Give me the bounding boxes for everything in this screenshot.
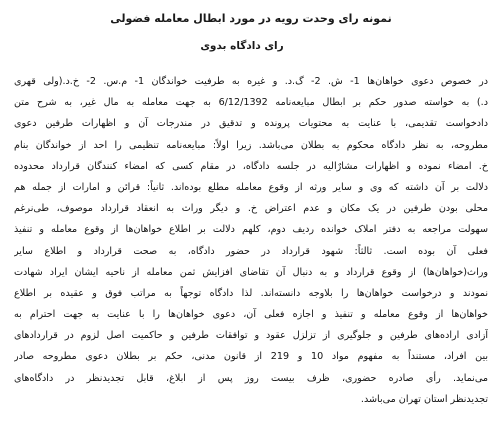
paragraph-line: مطروحه، به نظر دادگاه محکوم به بطلان می‌باشد. زیرا اولاً: مبایعه‌نامه تنظیمی را احد از خواندگان بنام xyxy=(14,139,488,151)
paragraph-line: بین افراد، مستنداً به مفهوم مواد 10 و 219 از قانون مدنی، حکم بر بطلان دعوی مطروحه صادر xyxy=(14,351,488,363)
paragraph-line: خواهان‌ها از وقوع معامله و تنفیذ و اجازه فعلی آن، دعوی خواهان‌ها را با عنایت به جهت احترام به xyxy=(14,309,488,321)
document-body xyxy=(14,71,488,410)
paragraph-line: وراث(خواهان‌ها) از وقوع قرارداد و به دنبال آن تقاضای افزایش ثمن معامله از ناحیه ایشان ایراد شهادت xyxy=(14,266,488,278)
paragraph-line: فعلی آن بوده است. ثالثاً: شهود قرارداد در حضور دادگاه، به صحت قرارداد و اطلاع سایر xyxy=(14,245,488,257)
paragraph-line: خ. امضاء نموده و اظهارات مشارٌالیه در جلسه دادگاه، در مقام کسی که امضاء کنندگان قرارداد محدوده xyxy=(14,160,488,172)
paragraph-line: محلی بودن طرفین در یک مکان و عدم اعتراض خ. و دیگر وراث به انعقاد قرارداد موصوف، طی‌نرغم xyxy=(14,203,488,215)
paragraph-line: آزادی اراده‌های طرفین و جلوگیری از تزلزل عقود و توافقات طرفین و حاکمیت اصل لزوم در قراردادهای xyxy=(14,330,488,342)
paragraph-line: می‌نماید. رأی صادره حضوری، ظرف بیست روز پس از ابلاغ، قابل تجدیدنظر در دادگاه‌های xyxy=(14,372,488,384)
paragraph-line: دادخواست تقدیمی، با عنایت به محتویات پرونده و تدقیق در مندرجات آن و اظهارات طرفین دعوی xyxy=(14,118,488,130)
paragraph-line: در خصوص دعوی خواهان‌ها 1- ش. 2- گ.د. و غیره به طرفیت خواندگان 1- م.س. 2- خ.د.(ولی قهری xyxy=(14,76,488,87)
paragraph-line: د.) به خواسته صدور حکم بر ابطال مبایعه‌نامه 6/12/1392 به جهت معامله به مال غیر، به شرح متن xyxy=(14,97,488,109)
paragraph-line: نمودند و درخواست خواهان‌ها را بلاوجه دانسته‌اند. لذا دادگاه توجهاً به مراتب فوق و عقیده بر اطلاع xyxy=(14,287,488,299)
document-title: نمونه رای وحدت رویه در مورد ابطال معامله فضولی xyxy=(110,12,392,25)
paragraph-line: تجدیدنظر استان تهران می‌باشد. xyxy=(360,393,488,405)
document-subtitle: رای دادگاه بدوی xyxy=(200,40,284,52)
paragraph-line: سهولت مراجعه به دفتر املاک خوانده ردیف دوم، کلهم دلالت بر اطلاع خواهان‌ها از وقوع معامله و تنفیذ xyxy=(14,224,488,236)
paragraph-line: دلالت بر آن داشته که وی و سایر ورثه از وقوع معامله مطلع بوده‌اند. ثانیاً: قرائن و امارات از جمله هم xyxy=(14,181,488,193)
